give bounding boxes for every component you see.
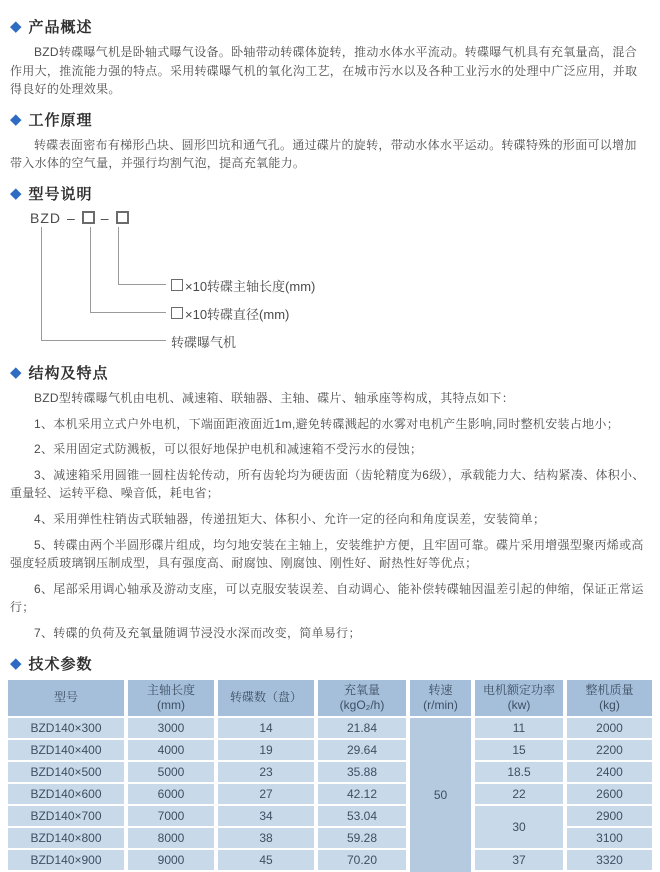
cell-shaft: 8000 xyxy=(128,828,218,850)
section-header-model xyxy=(8,183,650,204)
table-row xyxy=(8,740,652,762)
cell-oxygen: 53.04 xyxy=(318,806,410,828)
cell-mass: 2600 xyxy=(567,784,652,806)
cell-shaft: 3000 xyxy=(128,718,218,740)
placeholder-box xyxy=(171,307,183,319)
cell-mass: 2900 xyxy=(567,806,652,828)
diamond-icon: ◆ xyxy=(10,654,22,672)
section-title: 技术参数 xyxy=(28,655,93,673)
placeholder-box xyxy=(171,279,183,291)
cell-oxygen: 21.84 xyxy=(318,718,410,740)
model-label-text: ×10转碟主轴长度(mm) xyxy=(185,278,316,294)
cell-model: BZD140×400 xyxy=(8,740,128,762)
table-row xyxy=(8,850,652,872)
model-code-diagram xyxy=(30,210,650,352)
feature-item: 2、采用固定式防溅板，可以很好地保护电机和减速箱不受污水的侵蚀； xyxy=(34,442,423,457)
cell-discs: 38 xyxy=(218,828,318,850)
cell-oxygen: 42.12 xyxy=(318,784,410,806)
diamond-icon: ◆ xyxy=(10,110,22,128)
cell-discs: 14 xyxy=(218,718,318,740)
section-header-features xyxy=(8,362,650,383)
cell-model: BZD140×500 xyxy=(8,762,128,784)
cell-speed-merged: 50 xyxy=(410,718,475,872)
cell-mass: 2400 xyxy=(567,762,652,784)
model-code-prefix: BZD xyxy=(30,209,61,226)
col-header-total-mass: 整机质量 (kg) xyxy=(567,680,652,718)
col-header-model: 型号 xyxy=(8,680,128,718)
cell-power: 22 xyxy=(475,784,567,806)
cell-mass: 2000 xyxy=(567,718,652,740)
diamond-icon: ◆ xyxy=(10,18,22,35)
section-header-principle xyxy=(8,109,650,130)
cell-power: 18.5 xyxy=(475,762,567,784)
model-code-dash: – xyxy=(67,209,76,226)
cell-oxygen: 70.20 xyxy=(318,850,410,872)
model-label-product-name xyxy=(171,332,236,351)
cell-shaft: 4000 xyxy=(128,740,218,762)
model-code-placeholder-box xyxy=(82,211,95,224)
cell-shaft: 9000 xyxy=(128,850,218,872)
table-row xyxy=(8,784,652,806)
cell-discs: 45 xyxy=(218,850,318,872)
feature-item: 6、尾部采用调心轴承及游动支座，可以克服安装误差、自动调心、能补偿转碟轴因温差引起的伸缩，保证正常运行； xyxy=(10,581,644,615)
table-row xyxy=(8,806,652,828)
cell-power: 37 xyxy=(475,850,567,872)
feature-item: 7、转碟的负荷及充氧量随调节浸没水深而改变，简单易行； xyxy=(34,625,361,640)
cell-shaft: 5000 xyxy=(128,762,218,784)
cell-model: BZD140×800 xyxy=(8,828,128,850)
col-header-disc-count: 转碟数（盘） xyxy=(218,680,318,718)
section-title: 型号说明 xyxy=(28,185,93,203)
model-label-disc-diameter xyxy=(171,304,289,323)
model-label-text: 转碟曝气机 xyxy=(171,334,237,350)
cell-mass: 3320 xyxy=(567,850,652,872)
section-title: 结构及特点 xyxy=(28,364,109,382)
cell-mass: 3100 xyxy=(567,828,652,850)
feature-item: 3、减速箱采用圆锥一圆柱齿轮传动，所有齿轮均为硬齿面（齿轮精度为6级），承载能力大、结构紧凑、体积小、重量轻、运转平稳、噪音低，耗电省； xyxy=(10,467,645,501)
cell-mass: 2200 xyxy=(567,740,652,762)
cell-oxygen: 29.64 xyxy=(318,740,410,762)
cell-model: BZD140×300 xyxy=(8,718,128,740)
connector-line xyxy=(118,227,166,285)
cell-shaft: 7000 xyxy=(128,806,218,828)
model-code-placeholder-box xyxy=(116,211,129,224)
cell-power-merged: 30 xyxy=(475,806,567,850)
model-label-text: ×10转碟直径(mm) xyxy=(185,306,290,322)
section-header-overview xyxy=(8,16,650,37)
feature-item: 1、本机采用立式户外电机，下端面距液面近1m,避免转碟溅起的水雾对电机产生影响,同时整机安装占地小； xyxy=(34,416,620,431)
section-header-specs xyxy=(8,653,650,674)
col-header-oxygenation: 充氧量 (kgO₂/h) xyxy=(318,680,410,718)
feature-item: 4、采用弹性柱销齿式联轴器，传递扭矩大、体积小、允许一定的径向和角度误差，安装简单； xyxy=(34,511,546,526)
cell-oxygen: 59.28 xyxy=(318,828,410,850)
section-title: 产品概述 xyxy=(28,19,93,36)
diamond-icon: ◆ xyxy=(10,363,22,381)
col-header-motor-power: 电机额定功率 (kw) xyxy=(475,680,567,718)
cell-discs: 34 xyxy=(218,806,318,828)
section-title: 工作原理 xyxy=(28,111,93,129)
cell-power: 15 xyxy=(475,740,567,762)
cell-oxygen: 35.88 xyxy=(318,762,410,784)
cell-discs: 23 xyxy=(218,762,318,784)
feature-item: 5、转碟由两个半圆形碟片组成，均匀地安装在主轴上，安装维护方便，且牢固可靠。碟片采用增强型聚丙烯或高强度轻质玻璃钢压制成型，具有强度高、耐腐蚀、刚腐蚀、刚性好、耐热性好等优点； xyxy=(10,537,644,571)
col-header-shaft-length: 主轴长度 (mm) xyxy=(128,680,218,718)
model-label-shaft-length xyxy=(171,276,315,295)
model-code-line xyxy=(30,210,129,226)
col-header-speed: 转速 (r/min) xyxy=(410,680,475,718)
spec-table xyxy=(8,680,652,872)
cell-model: BZD140×700 xyxy=(8,806,128,828)
overview-paragraph: BZD转碟曝气机是卧轴式曝气设备。卧轴带动转碟体旋转，推动水体水平流动。转碟曝气机具有充氧量高，混合作用大，推流能力强的特点。采用转碟曝气机的氧化沟工艺，在城市污水以及各种工业污水的处理中广泛应用，并取得良好的处理效果。 xyxy=(10,45,638,97)
cell-power: 11 xyxy=(475,718,567,740)
cell-discs: 27 xyxy=(218,784,318,806)
cell-model: BZD140×600 xyxy=(8,784,128,806)
cell-discs: 19 xyxy=(218,740,318,762)
features-intro: BZD型转碟曝气机由电机、减速箱、联轴器、主轴、碟片、轴承座等构成，其特点如下： xyxy=(34,390,515,405)
model-code-dash: – xyxy=(100,209,110,226)
cell-shaft: 6000 xyxy=(128,784,218,806)
principle-paragraph: 转碟表面密布有梯形凸块、圆形凹坑和通气孔。通过碟片的旋转，带动水体水平运动。转碟特殊的形面可以增加带入水体的空气量，并强行均割气泡，提高充氧能力。 xyxy=(10,137,637,171)
table-row xyxy=(8,762,652,784)
table-row xyxy=(8,718,652,740)
cell-model: BZD140×900 xyxy=(8,850,128,872)
spec-table-header-row xyxy=(8,680,652,718)
diamond-icon: ◆ xyxy=(10,184,22,202)
